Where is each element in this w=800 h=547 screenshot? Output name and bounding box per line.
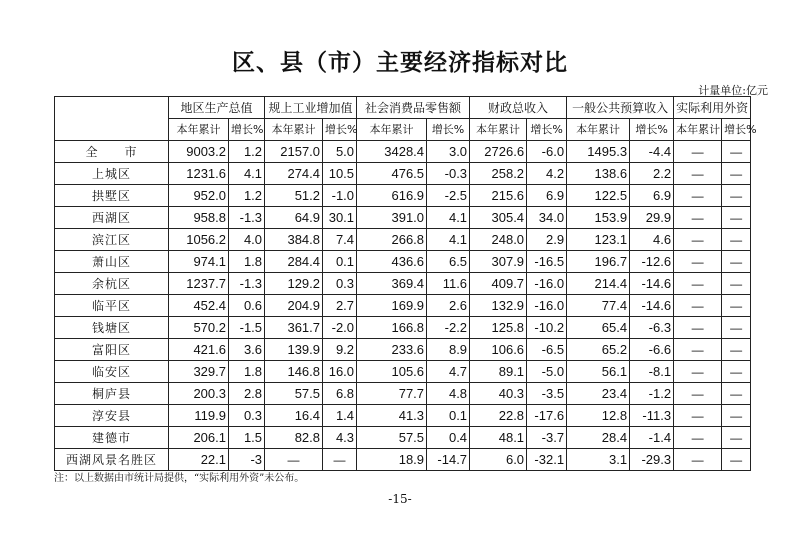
group-header: 实际利用外资 [674, 97, 751, 119]
table-cell: -5.0 [527, 361, 567, 383]
table-cell: — [674, 405, 722, 427]
table-cell: 138.6 [567, 163, 630, 185]
table-cell: 132.9 [470, 295, 527, 317]
table-cell: -3 [229, 449, 265, 471]
table-cell: — [674, 163, 722, 185]
table-cell: 1.4 [323, 405, 357, 427]
table-cell: 1.8 [229, 361, 265, 383]
table-cell: 1237.7 [169, 273, 229, 295]
table-cell: -2.5 [427, 185, 470, 207]
table-cell: 4.3 [323, 427, 357, 449]
table-cell: 4.2 [527, 163, 567, 185]
page-title: 区、县（市）主要经济指标对比 [232, 50, 568, 76]
table-cell: 204.9 [265, 295, 323, 317]
table-cell: 2726.6 [470, 141, 527, 163]
table-cell: 57.5 [265, 383, 323, 405]
table-cell: 129.2 [265, 273, 323, 295]
table-cell: 6.0 [470, 449, 527, 471]
table-cell: 7.4 [323, 229, 357, 251]
group-header: 财政总收入 [470, 97, 567, 119]
header-group-row [55, 97, 751, 119]
table-cell: 125.8 [470, 317, 527, 339]
table-cell: — [722, 361, 751, 383]
table-cell: 1.2 [229, 141, 265, 163]
table-cell: 106.6 [470, 339, 527, 361]
table-cell: -1.2 [630, 383, 674, 405]
table-cell: -2.0 [323, 317, 357, 339]
table-cell: — [722, 273, 751, 295]
table-row [55, 361, 751, 383]
table-cell: — [674, 295, 722, 317]
table-cell: 2.2 [630, 163, 674, 185]
region-name: 临平区 [55, 295, 169, 317]
region-name: 钱塘区 [55, 317, 169, 339]
table-cell: 307.9 [470, 251, 527, 273]
table-cell: 9003.2 [169, 141, 229, 163]
table-cell: -14.6 [630, 295, 674, 317]
table-cell: 1495.3 [567, 141, 630, 163]
table-cell: 6.9 [630, 185, 674, 207]
table-row [55, 185, 751, 207]
subheader: 本年累计 [567, 119, 630, 141]
table-cell: 0.6 [229, 295, 265, 317]
table-row [55, 295, 751, 317]
table-cell: 28.4 [567, 427, 630, 449]
table-cell: -32.1 [527, 449, 567, 471]
subheader: 本年累计 [357, 119, 427, 141]
subheader: 增长% [722, 119, 751, 141]
table-row [55, 273, 751, 295]
region-name: 西湖风景名胜区 [55, 449, 169, 471]
table-cell: — [722, 185, 751, 207]
table-cell: 16.4 [265, 405, 323, 427]
footnote: 注：以上数据由市统计局提供，“实际利用外资”未公布。 [54, 473, 305, 484]
table-cell: — [674, 207, 722, 229]
table-cell: -10.2 [527, 317, 567, 339]
table-cell: -29.3 [630, 449, 674, 471]
table-cell: 206.1 [169, 427, 229, 449]
region-name: 桐庐县 [55, 383, 169, 405]
subheader: 本年累计 [674, 119, 722, 141]
table-cell: 436.6 [357, 251, 427, 273]
table-cell: 476.5 [357, 163, 427, 185]
table-cell: 0.1 [323, 251, 357, 273]
table-cell: — [722, 449, 751, 471]
table-cell: 29.9 [630, 207, 674, 229]
table-cell: 65.2 [567, 339, 630, 361]
table-cell: 233.6 [357, 339, 427, 361]
table-row [55, 229, 751, 251]
table-cell: 329.7 [169, 361, 229, 383]
subheader: 本年累计 [169, 119, 229, 141]
table-cell: -4.4 [630, 141, 674, 163]
table-cell: -14.6 [630, 273, 674, 295]
table-cell: — [722, 229, 751, 251]
table-cell: -3.7 [527, 427, 567, 449]
table-cell: 1.5 [229, 427, 265, 449]
table-cell: — [674, 251, 722, 273]
table-cell: 391.0 [357, 207, 427, 229]
table-cell: 2.7 [323, 295, 357, 317]
region-name: 淳安县 [55, 405, 169, 427]
table-cell: -17.6 [527, 405, 567, 427]
table-cell: 974.1 [169, 251, 229, 273]
table-cell: 421.6 [169, 339, 229, 361]
table-cell: 958.8 [169, 207, 229, 229]
table-cell: 77.7 [357, 383, 427, 405]
region-name: 全 市 [55, 141, 169, 163]
table-cell: 0.3 [229, 405, 265, 427]
table-cell: 23.4 [567, 383, 630, 405]
table-cell: -0.3 [427, 163, 470, 185]
table-cell: 3.1 [567, 449, 630, 471]
table-cell: 5.0 [323, 141, 357, 163]
table-cell: 258.2 [470, 163, 527, 185]
region-name: 余杭区 [55, 273, 169, 295]
table-cell: 570.2 [169, 317, 229, 339]
table-cell: 51.2 [265, 185, 323, 207]
table-cell: 169.9 [357, 295, 427, 317]
table-row [55, 449, 751, 471]
table-cell: 2157.0 [265, 141, 323, 163]
table-row [55, 427, 751, 449]
table-cell: 146.8 [265, 361, 323, 383]
table-cell: 16.0 [323, 361, 357, 383]
table-cell: — [674, 449, 722, 471]
table-cell: — [722, 427, 751, 449]
region-name: 萧山区 [55, 251, 169, 273]
table-cell: 409.7 [470, 273, 527, 295]
table-cell: 89.1 [470, 361, 527, 383]
table-cell: 119.9 [169, 405, 229, 427]
table-cell: — [265, 449, 323, 471]
table-cell: 4.1 [229, 163, 265, 185]
table-cell: 4.0 [229, 229, 265, 251]
group-header: 社会消费品零售额 [357, 97, 470, 119]
region-name: 西湖区 [55, 207, 169, 229]
region-name: 富阳区 [55, 339, 169, 361]
table-cell: 3.6 [229, 339, 265, 361]
table-cell: 9.2 [323, 339, 357, 361]
table-cell: — [722, 339, 751, 361]
table-row [55, 251, 751, 273]
table-cell: 1056.2 [169, 229, 229, 251]
page-number: -15- [388, 492, 412, 506]
table-cell: 12.8 [567, 405, 630, 427]
table-cell: 18.9 [357, 449, 427, 471]
table-cell: — [674, 141, 722, 163]
table-cell: 3.0 [427, 141, 470, 163]
region-name: 上城区 [55, 163, 169, 185]
table-cell: 4.1 [427, 229, 470, 251]
table-cell: 22.8 [470, 405, 527, 427]
table-cell: 10.5 [323, 163, 357, 185]
table-cell: — [722, 405, 751, 427]
region-name: 滨江区 [55, 229, 169, 251]
table-cell: 266.8 [357, 229, 427, 251]
table-cell: -16.5 [527, 251, 567, 273]
table-cell: 284.4 [265, 251, 323, 273]
table-cell: 196.7 [567, 251, 630, 273]
table-cell: -12.6 [630, 251, 674, 273]
table-cell: — [674, 185, 722, 207]
table-cell: 274.4 [265, 163, 323, 185]
table-cell: -6.6 [630, 339, 674, 361]
table-cell: 2.6 [427, 295, 470, 317]
table-cell: 2.9 [527, 229, 567, 251]
table-cell: 369.4 [357, 273, 427, 295]
unit-label: 计量单位:亿元 [698, 84, 768, 97]
table-cell: 4.6 [630, 229, 674, 251]
table-cell: 22.1 [169, 449, 229, 471]
table-row [55, 141, 751, 163]
table-cell: 34.0 [527, 207, 567, 229]
subheader: 本年累计 [265, 119, 323, 141]
table-cell: — [722, 163, 751, 185]
table-cell: -6.0 [527, 141, 567, 163]
table-cell: — [722, 383, 751, 405]
table-row [55, 405, 751, 427]
table-cell: 65.4 [567, 317, 630, 339]
table-cell: -1.4 [630, 427, 674, 449]
table-cell: 1231.6 [169, 163, 229, 185]
table-cell: 57.5 [357, 427, 427, 449]
table-cell: 40.3 [470, 383, 527, 405]
table-cell: -2.2 [427, 317, 470, 339]
table-cell: 952.0 [169, 185, 229, 207]
table-cell: 123.1 [567, 229, 630, 251]
table-row [55, 317, 751, 339]
region-name: 建德市 [55, 427, 169, 449]
subheader: 增长% [630, 119, 674, 141]
table-cell: 215.6 [470, 185, 527, 207]
table-cell: 41.3 [357, 405, 427, 427]
table-row [55, 383, 751, 405]
table-cell: — [674, 229, 722, 251]
subheader: 增长% [527, 119, 567, 141]
subheader: 本年累计 [470, 119, 527, 141]
table-cell: — [722, 207, 751, 229]
indicator-table [54, 96, 757, 471]
table-cell: — [722, 141, 751, 163]
table-cell: 82.8 [265, 427, 323, 449]
table-cell: 64.9 [265, 207, 323, 229]
table-cell: 248.0 [470, 229, 527, 251]
table-row [55, 163, 751, 185]
table-cell: — [674, 383, 722, 405]
table-cell: -1.3 [229, 273, 265, 295]
subheader: 增长% [229, 119, 265, 141]
table-cell: 139.9 [265, 339, 323, 361]
table-cell: -16.0 [527, 273, 567, 295]
table-cell: 0.3 [323, 273, 357, 295]
corner-cell [55, 97, 169, 141]
table-cell: 56.1 [567, 361, 630, 383]
table-cell: 11.6 [427, 273, 470, 295]
table-cell: 153.9 [567, 207, 630, 229]
group-header: 一般公共预算收入 [567, 97, 674, 119]
table-cell: -1.5 [229, 317, 265, 339]
subheader: 增长% [427, 119, 470, 141]
table-cell: — [674, 361, 722, 383]
region-name: 拱墅区 [55, 185, 169, 207]
table-cell: 1.2 [229, 185, 265, 207]
region-name: 临安区 [55, 361, 169, 383]
table-cell: -1.3 [229, 207, 265, 229]
table-cell: 3428.4 [357, 141, 427, 163]
table-cell: 105.6 [357, 361, 427, 383]
table-cell: -1.0 [323, 185, 357, 207]
group-header: 地区生产总值 [169, 97, 265, 119]
table-cell: -11.3 [630, 405, 674, 427]
table-cell: -16.0 [527, 295, 567, 317]
table-cell: 166.8 [357, 317, 427, 339]
table-cell: 6.8 [323, 383, 357, 405]
table-cell: 0.4 [427, 427, 470, 449]
table-cell: -6.3 [630, 317, 674, 339]
table-cell: 77.4 [567, 295, 630, 317]
table-cell: 4.7 [427, 361, 470, 383]
table-cell: — [722, 251, 751, 273]
table-cell: 122.5 [567, 185, 630, 207]
table-cell: -3.5 [527, 383, 567, 405]
table-cell: — [323, 449, 357, 471]
table-cell: — [674, 317, 722, 339]
table-cell: 6.5 [427, 251, 470, 273]
table-body [55, 141, 751, 471]
table-cell: — [722, 317, 751, 339]
table-cell: 616.9 [357, 185, 427, 207]
table-row [55, 207, 751, 229]
table-cell: — [722, 295, 751, 317]
table-cell: 6.9 [527, 185, 567, 207]
table-cell: 4.8 [427, 383, 470, 405]
table-cell: — [674, 339, 722, 361]
table-cell: -8.1 [630, 361, 674, 383]
table-cell: 384.8 [265, 229, 323, 251]
table-cell: 4.1 [427, 207, 470, 229]
table-cell: — [674, 273, 722, 295]
table-cell: 200.3 [169, 383, 229, 405]
group-header: 规上工业增加值 [265, 97, 357, 119]
table-cell: — [674, 427, 722, 449]
table-cell: 305.4 [470, 207, 527, 229]
table-cell: 452.4 [169, 295, 229, 317]
table-cell: 361.7 [265, 317, 323, 339]
table-row [55, 339, 751, 361]
table-cell: 48.1 [470, 427, 527, 449]
table-cell: 30.1 [323, 207, 357, 229]
table-cell: -6.5 [527, 339, 567, 361]
table-cell: 0.1 [427, 405, 470, 427]
table-cell: -14.7 [427, 449, 470, 471]
table-cell: 1.8 [229, 251, 265, 273]
subheader: 增长% [323, 119, 357, 141]
table-cell: 214.4 [567, 273, 630, 295]
table-cell: 2.8 [229, 383, 265, 405]
table-cell: 8.9 [427, 339, 470, 361]
